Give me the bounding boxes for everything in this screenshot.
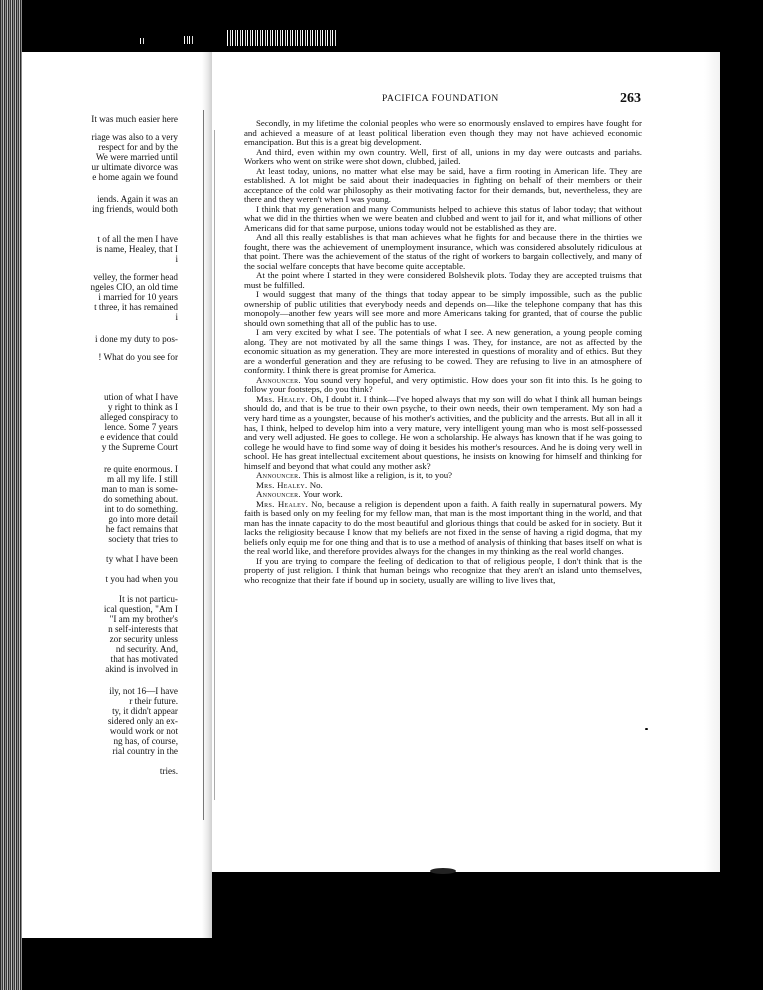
- left-page-line: do something about.: [103, 494, 178, 504]
- left-page-line: iends. Again it was an: [97, 194, 178, 204]
- left-page-line: ty what I have been: [106, 554, 178, 564]
- left-page-gutter-line: [203, 110, 204, 820]
- paragraph: [244, 500, 642, 557]
- left-page-line: e home again we found: [92, 172, 178, 182]
- left-page-line: rial country in the: [112, 746, 178, 756]
- scanner-edge-strip: [0, 0, 22, 990]
- left-page-line: akind is involved in: [105, 664, 178, 674]
- page-number: 263: [620, 91, 641, 106]
- scan-noise: [140, 38, 144, 44]
- page-body-text: [244, 119, 642, 585]
- left-page-line: ily, not 16—I have: [109, 686, 178, 696]
- left-page-line: y the Supreme Court: [101, 442, 178, 452]
- paragraph: [244, 233, 642, 271]
- scan-speck: [645, 728, 648, 730]
- scan-noise: [184, 36, 194, 44]
- left-page-line: It was much easier here: [91, 114, 178, 124]
- left-page-line: "I am my brother's: [109, 614, 178, 624]
- speaker-label: Announcer.: [256, 374, 301, 385]
- left-page-line: he fact remains that: [105, 524, 178, 534]
- paragraph: [244, 395, 642, 471]
- speaker-label: Announcer.: [256, 489, 301, 500]
- paragraph-text: This is almost like a religion, is it, to you?: [303, 470, 453, 481]
- paragraph: [244, 290, 642, 328]
- left-page-line: m all my life. I still: [107, 474, 178, 484]
- left-page-line: It is not particu-: [119, 594, 178, 604]
- left-page-line: ! What do you see for: [98, 352, 178, 362]
- left-page-line: zor security unless: [109, 634, 178, 644]
- speaker-label: Mrs. Healey.: [256, 393, 308, 404]
- left-page-line: ical question, "Am I: [103, 604, 178, 614]
- left-page-line: y right to think as I: [107, 402, 178, 412]
- left-page-line: n self-interests that: [108, 624, 178, 634]
- left-page-line: sidered only an ex-: [107, 716, 178, 726]
- speaker-label: Mrs. Healey.: [256, 498, 309, 509]
- left-page-line: ngeles CIO, an old time: [90, 282, 178, 292]
- paragraph-text: No, because a religion is dependent upon a faith. A faith really in supernatural powers. My faith is based only on my feeling for my fellow man, that man is the most important thing in the world, and that man has the innate capacity to do the most beautiful and glorious things that could be asked for in society. But it lacks the religiosity because I know that my beliefs are not fixed in the sense of having a rigid dogma, that my beliefs only equip me for one thing and that is to use a method of analysis of thinking that bases itself on what is the real world like, and therefore provides always for the changes in my thinking as the real world changes.: [244, 498, 643, 557]
- paragraph: [244, 376, 642, 395]
- speaker-label: Announcer.: [256, 470, 301, 481]
- left-page-line: tries.: [159, 766, 178, 776]
- left-page-line: respect for and by the: [98, 142, 178, 152]
- left-page-line: man to man is some-: [101, 484, 178, 494]
- paragraph-text: If you are trying to compare the feeling of dedication to that of religious people, I don't think that is the property of just religion. I think that human beings who recognize that they aren't an island unto themselves, who recognize that their fate if bound up in society, usually are willing to live lives that,: [244, 555, 642, 585]
- left-page-line: ing friends, would both: [92, 204, 178, 214]
- left-page-line: ur ultimate divorce was: [91, 162, 178, 172]
- right-page-edge: [704, 52, 720, 872]
- left-page-line: riage was also to a very: [91, 132, 178, 142]
- left-page-line: go into more detail: [108, 514, 178, 524]
- left-page-line: nd security. And,: [115, 644, 178, 654]
- paragraph-text: I would suggest that many of the things that today appear to be simply impossible, such as the public ownership of public utilities that everybody needs and depends on—like the telephone company that has this monopoly—another few years will see more and more Americans taking for granted, that of course the public should own something that all of the public has to use.: [244, 289, 642, 328]
- left-page-line: would work or not: [109, 726, 178, 736]
- paragraph: [244, 167, 642, 205]
- paragraph-text: Secondly, in my lifetime the colonial peoples who were so enormously enslaved to empires have fought for and achieved a measure of at least political liberation even though they may not have achieved economic emancipation. But this is a great big development.: [244, 118, 642, 148]
- left-page-line: i done my duty to pos-: [95, 334, 178, 344]
- paragraph: [244, 205, 642, 234]
- left-page-line: r their future.: [129, 696, 178, 706]
- scan-speck: [430, 868, 456, 874]
- left-page-line: society that tries to: [108, 534, 178, 544]
- paragraph-text: At the point where I started in they were considered Bolshevik plots. Today they are accepted truisms that must be fulfilled.: [244, 270, 642, 290]
- left-page-line: is name, Healey, that I: [95, 244, 178, 254]
- paragraph-text: Your work.: [302, 489, 343, 500]
- left-page-line: that has motivated: [110, 654, 178, 664]
- paragraph: [244, 148, 642, 167]
- left-page-line: We were married until: [95, 152, 178, 162]
- paragraph-text: You sound very hopeful, and very optimistic. How does your son fit into this. Is he going to follow your footsteps, do you think?: [244, 374, 642, 395]
- left-page-line: alleged conspiracy to: [99, 412, 178, 422]
- left-page-line: int to do something.: [104, 504, 178, 514]
- paragraph-text: And third, even within my own country. Well, first of all, unions in my day were outcasts and pariahs. Workers who went on strike were shot down, clubbed, jailed.: [244, 146, 642, 167]
- paragraph-text: At least today, unions, no matter what else may be said, have a firm rooting in American life. They are established. A lot might be said about their inadequacies in fighting on behalf of their members or their acceptance of the cold war philosophy as their motivating factor for their demands, but, nevertheless, they are there and they weren't when I was young.: [244, 165, 642, 205]
- paragraph-text: Oh, I doubt it. I think—I've hoped always that my son will do what I think all human beings should do, and that is be true to their own psyche, to their own needs, their own temperament. My son had a very hard time as a youngster, because of his mother's activities, and the publicity and the arrests. But all in all it has, I think, helped to develop him into a very mature, very intelligent young man who is most self-possessed and very well adjusted. He goes to college. He won a scholarship. He always has known that if he was going to college he would have to find some way of doing it besides his mother's resources. And he is doing very well in school. He has great intellectual excitement about questions, he insists on knowing for himself and thinking for himself and beyond that what could any mother ask?: [244, 393, 643, 471]
- paragraph-text: I think that my generation and many Communists helped to achieve this status of labor today; that without what we did in the thirties when we were beaten and clubbed and went to jail for it, and what millions of other Americans did for that same purpose, unions today would not be established as they are.: [244, 203, 642, 233]
- left-page-line: i: [175, 254, 178, 264]
- top-dark-band: [22, 0, 763, 52]
- paragraph: [244, 328, 642, 376]
- left-page-line: ng has, of course,: [113, 736, 178, 746]
- scan-noise: [227, 30, 337, 46]
- running-title: PACIFICA FOUNDATION: [382, 94, 499, 104]
- paragraph-text: No.: [309, 479, 323, 490]
- left-page-line: i married for 10 years: [98, 292, 178, 302]
- left-page-line: velley, the former head: [93, 272, 178, 282]
- gutter-line: [214, 130, 215, 800]
- left-page-line: i: [175, 312, 178, 322]
- left-page-line: t you had when you: [105, 574, 178, 584]
- paragraph: [244, 557, 642, 586]
- paragraph-text: I am very excited by what I see. The potentials of what I see. A new generation, a young people coming along. They are not motivated by all the same things I was. They, for instance, are not as affected by the economic situation as my generation. They are more interested in questions of morality and of ethics. But they are a wonderful generation and they are refusing to be cowed. They are refusing to live in an atmosphere of conformity. I think there is great promise for America.: [244, 327, 642, 376]
- left-page-line: e evidence that could: [100, 432, 178, 442]
- left-page-line: lence. Some 7 years: [104, 422, 178, 432]
- speaker-label: Mrs. Healey.: [256, 479, 308, 490]
- paragraph-text: And all this really establishes is that man achieves what he fights for and because there in the thirties we fought, there was the achievement of unemployment insurance, which was considered absolutely ridiculous at that point. There was the achievement of the status of the right of workers to bargain collectively, and many of the social welfare concepts that have become quite acceptable.: [244, 232, 642, 271]
- left-page-line: t of all the men I have: [97, 234, 178, 244]
- left-page-line: re quite enormous. I: [104, 464, 178, 474]
- paragraph: [244, 271, 642, 290]
- paragraph: [244, 119, 642, 148]
- left-page-line: t three, it has remained: [94, 302, 178, 312]
- left-page-line: ution of what I have: [104, 392, 178, 402]
- left-page-line: ty, it didn't appear: [112, 706, 178, 716]
